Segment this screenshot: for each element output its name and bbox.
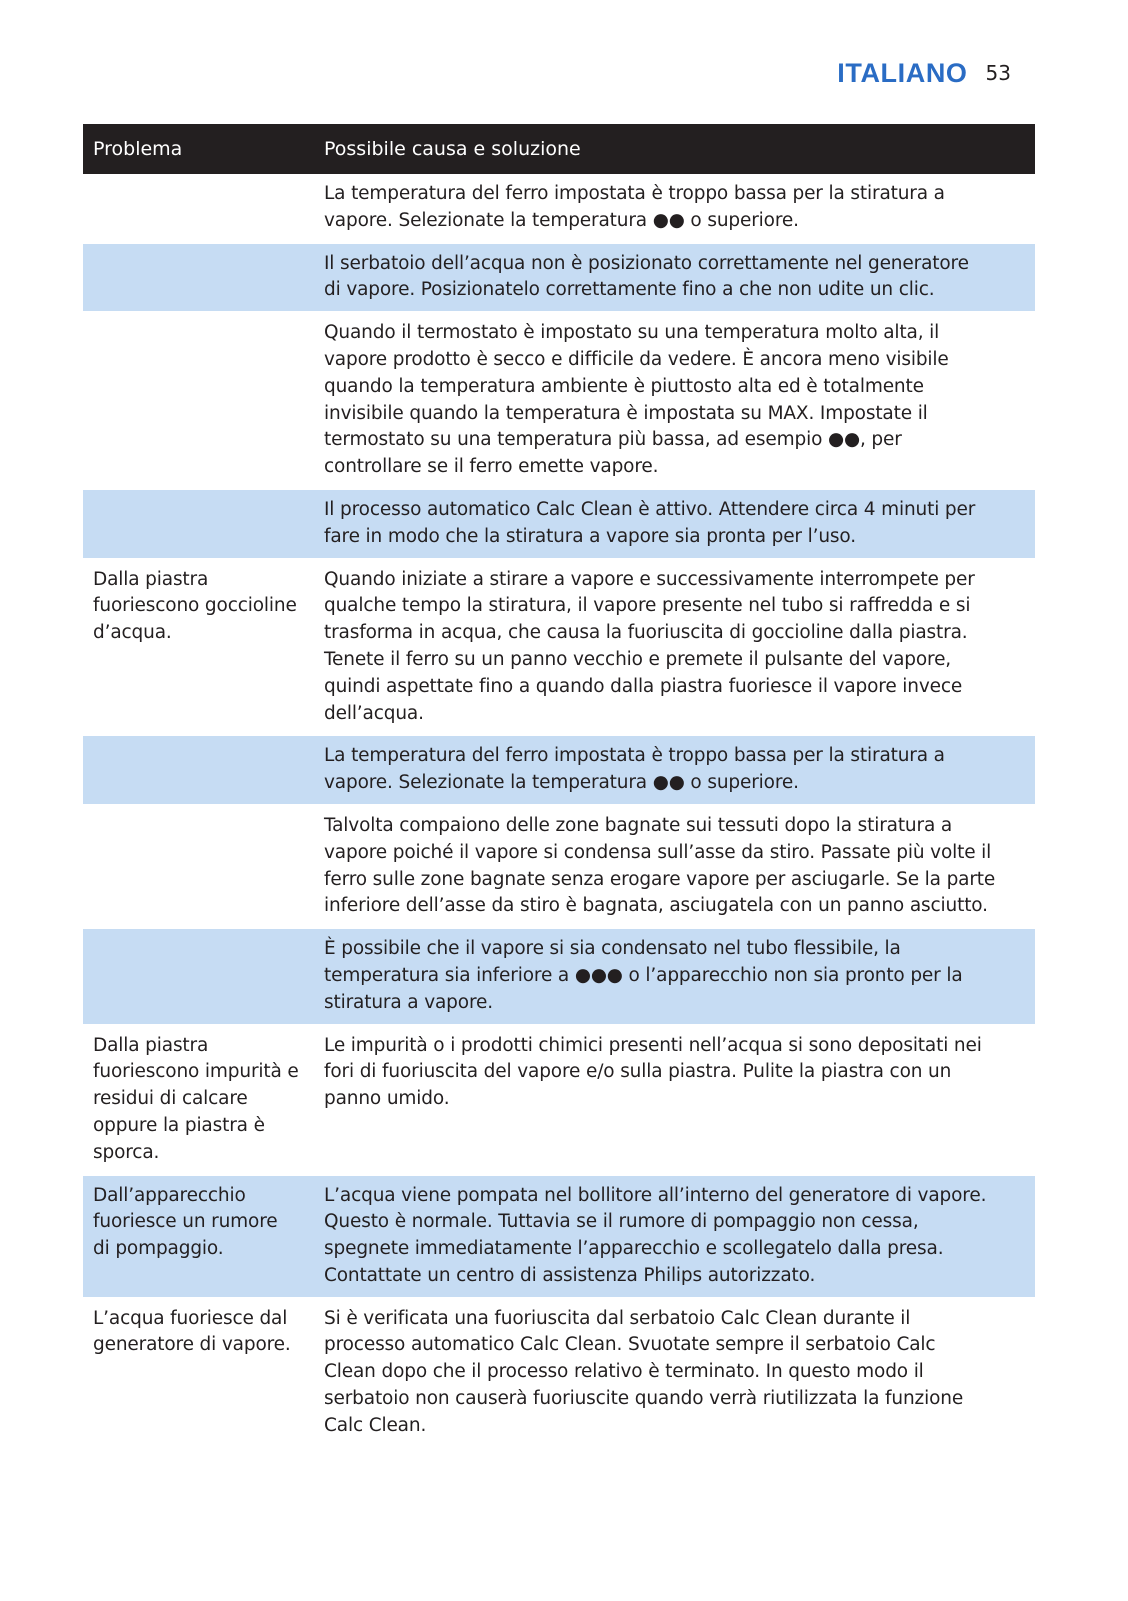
table-row	[83, 1176, 1035, 1299]
problem-cell	[83, 497, 324, 551]
table-row	[83, 806, 1035, 929]
table-row	[83, 560, 1035, 737]
problem-cell	[83, 813, 324, 920]
solution-cell: La temperatura del ferro impostata è troppo bassa per la stiratura a vapore. Selezionate la temperatura ●● o superiore.	[324, 183, 945, 231]
table-row	[83, 174, 1035, 244]
table-row	[83, 1026, 1035, 1176]
solution-cell: Quando iniziate a stirare a vapore e successivamente interrompete per qualche tempo la stiratura, il vapore presente nel tubo si raffredda e si trasforma in acqua, che causa la fuoriuscita di goccioline dalla piastra. Tenete il ferro su un panno vecchio e premete il pulsante del vapore, quindi aspettate fino a quando dalla piastra fuoriesce il vapore invece dell’acqua.	[324, 568, 975, 724]
problem-cell	[83, 320, 324, 481]
problem-cell: L’acqua fuoriesce dal generatore di vapore.	[93, 1307, 291, 1356]
solution-cell: La temperatura del ferro impostata è troppo bassa per la stiratura a vapore. Selezionate la temperatura ●● o superiore.	[324, 745, 945, 794]
problem-cell	[83, 936, 324, 1016]
language-label: ITALIANO	[837, 57, 968, 88]
solution-cell: È possibile che il vapore si sia condensato nel tubo flessibile, la temperatura sia inferiore a ●●● o l’apparecchio non sia pronto per la stiratura a vapore.	[324, 938, 963, 1013]
page-number: 53	[985, 61, 1011, 85]
problem-cell: Dalla piastra fuoriescono impurità e residui di calcare oppure la piastra è sporca.	[93, 1034, 299, 1163]
solution-cell: L’acqua viene pompata nel bollitore all’interno del generatore di vapore. Questo è normale. Tuttavia se il rumore di pompaggio non cessa, spegnete immediatamente l’apparecchio e scollegatelo dalla presa. Contattate un centro di assistenza Philips autorizzato.	[324, 1184, 987, 1286]
solution-cell: Il processo automatico Calc Clean è attivo. Attendere circa 4 minuti per fare in modo che la stiratura a vapore sia pronta per l’uso.	[324, 498, 976, 547]
solution-cell: Quando il termostato è impostato su una temperatura molto alta, il vapore prodotto è secco e difficile da vedere. È ancora meno visibile quando la temperatura ambiente è piuttosto alta ed è totalmente invisibile quando la temperatura è impostata su MAX. Impostate il termostato su una temperatura più bassa, ad esempio ●●, per controllare se il ferro emette vapore.	[324, 322, 949, 478]
problem-cell	[83, 251, 324, 305]
solution-cell: Le impurità o i prodotti chimici presenti nell’acqua si sono depositati nei fori di fuoriuscita del vapore e/o sulla piastra. Pulite la piastra con un panno umido.	[324, 1034, 982, 1110]
header-solution: Possibile causa e soluzione	[324, 138, 581, 160]
table-row	[83, 929, 1035, 1025]
page-header	[837, 55, 1011, 91]
table-row	[83, 490, 1035, 560]
table-row	[83, 736, 1035, 806]
table-row	[83, 244, 1035, 314]
problem-cell: Dalla piastra fuoriescono goccioline d’acqua.	[93, 568, 297, 644]
troubleshooting-table	[83, 124, 1035, 1449]
header-problem: Problema	[93, 138, 183, 160]
problem-cell	[83, 181, 324, 235]
table-row	[83, 1299, 1035, 1449]
table-row	[83, 313, 1035, 490]
solution-cell: Si è verificata una fuoriuscita dal serbatoio Calc Clean durante il processo automatico Calc Clean. Svuotate sempre il serbatoio Calc Clean dopo che il processo relativo è terminato. In questo modo il serbatoio non causerà fuoriuscite quando verrà riutilizzata la funzione Calc Clean.	[324, 1307, 964, 1436]
problem-cell: Dall’apparecchio fuoriesce un rumore di pompaggio.	[93, 1184, 278, 1260]
solution-cell: Talvolta compaiono delle zone bagnate sui tessuti dopo la stiratura a vapore poiché il vapore si condensa sull’asse da stiro. Passate più volte il ferro sulle zone bagnate senza erogare vapore per asciugarle. Se la parte inferiore dell’asse da stiro è bagnata, asciugatela con un panno asciutto.	[324, 814, 996, 917]
solution-cell: Il serbatoio dell’acqua non è posizionato correttamente nel generatore di vapore. Posizionatelo correttamente fino a che non udite un clic.	[324, 252, 969, 301]
table-header	[83, 124, 1035, 174]
problem-cell	[83, 743, 324, 797]
